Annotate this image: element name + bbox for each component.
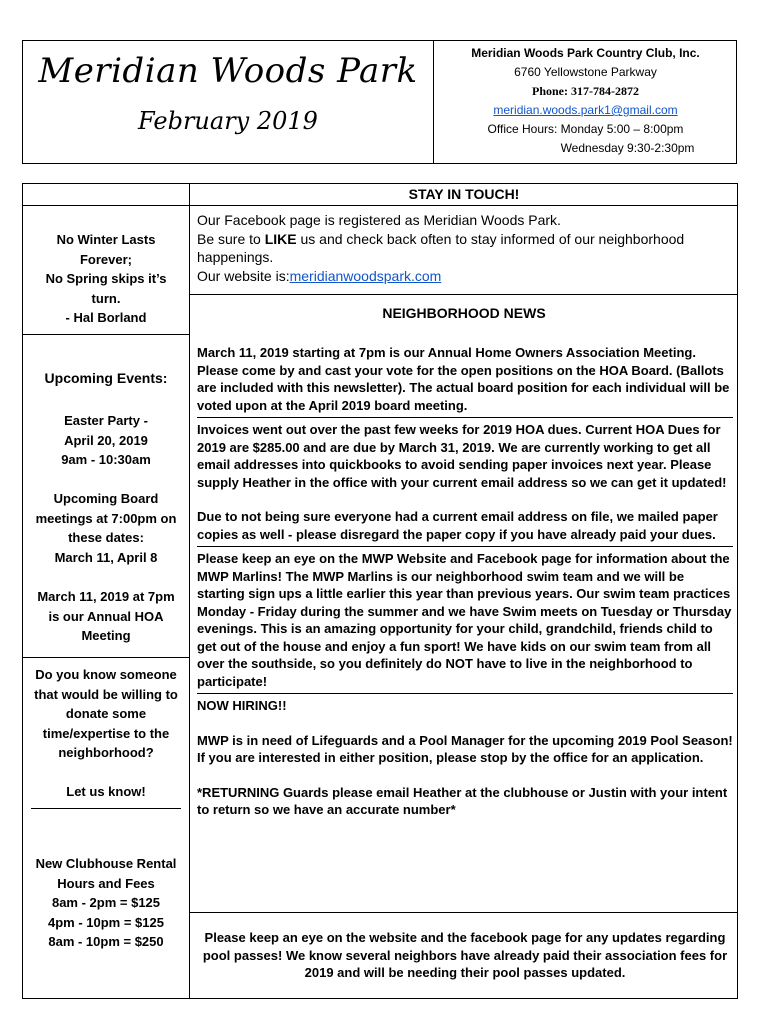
office-hours-line1: Office Hours: Monday 5:00 – 8:00pm bbox=[487, 122, 684, 136]
news-invoices: Invoices went out over the past few weeks for 2019 HOA dues. Current HOA Dues for 2019 are $285.00 and are due by March 31, 2019. We are currently working to get all email addresses into quickbooks to avoid sending paper invoices next year. Please supply Heather in the office with your current email address so we can get it updated! bbox=[197, 422, 727, 490]
donate-line: that would be willing to bbox=[34, 686, 178, 702]
neighborhood-news-body bbox=[197, 344, 733, 819]
news-hoa-meeting: March 11, 2019 starting at 7pm is our Annual Home Owners Association Meeting. Please come by and cast your vote for the open positions on the HOA Board. (Ballots are included with this newsletter). The actual board position for each individual will be voted upon at the April 2019 board meeting. bbox=[197, 345, 730, 413]
stay-in-touch-content bbox=[197, 211, 733, 285]
club-name: Meridian Woods Park Country Club, Inc. bbox=[471, 46, 700, 60]
news-lifeguards: MWP is in need of Lifeguards and a Pool Manager for the upcoming 2019 Pool Season! If you are interested in either position, please stop by the office for an application. bbox=[197, 732, 733, 765]
quote-cell-rule bbox=[23, 334, 189, 335]
donate-line: Do you know someone bbox=[35, 667, 177, 682]
event-line: Upcoming Board bbox=[53, 491, 159, 506]
pool-passes-note: Please keep an eye on the website and the facebook page for any updates regarding pool passes! We know several neighbors have already paid their association fees for 2019 and will be needing their pool passes updated. bbox=[202, 930, 728, 980]
rental-cell bbox=[23, 854, 189, 952]
club-contact-info bbox=[434, 44, 737, 158]
board-meetings-event bbox=[23, 489, 189, 567]
news-bottom-rule bbox=[189, 912, 738, 913]
like-emphasis: LIKE bbox=[264, 230, 297, 247]
event-line: Easter Party - bbox=[64, 413, 148, 428]
quote-line: No Spring skips it’s bbox=[45, 271, 167, 286]
newsletter-title: Meridian Woods Park bbox=[38, 51, 418, 91]
quote-cell bbox=[23, 230, 189, 328]
newsletter-body-table bbox=[22, 183, 738, 999]
sidebar-divider-line bbox=[31, 808, 181, 809]
title-row-rule bbox=[23, 205, 738, 206]
let-us-know bbox=[23, 782, 189, 821]
news-swim-team: Please keep an eye on the MWP Website and Facebook page for information about the MWP Marlins! The MWP Marlins is our neighborhood swim team and we will be starting sign ups a little earlier this year than previous years. Our swim team practices Monday - Friday during the summer and we have Swim meets on Tuesday or Thursday evenings. This is an amazing opportunity for your child, grandchild, friends child to get out of the house and enjoy a fun sport! We have kids on our swim team from all over the southside, so you definitely do NOT have to live in the neighborhood to participate! bbox=[197, 551, 732, 689]
event-line: April 20, 2019 bbox=[64, 432, 148, 448]
news-returning-guards: *RETURNING Guards please email Heather at the clubhouse or Justin with your intent to return so we have an accurate number* bbox=[197, 784, 728, 817]
rental-line: Hours and Fees bbox=[57, 875, 155, 891]
rental-fee: 4pm - 10pm = $125 bbox=[48, 914, 164, 930]
event-line: is our Annual HOA bbox=[48, 608, 164, 624]
news-separator bbox=[197, 417, 733, 418]
donate-cell bbox=[23, 665, 189, 763]
office-hours-line2: Wednesday 9:30-2:30pm bbox=[560, 141, 695, 155]
newsletter-date: February 2019 bbox=[138, 107, 318, 135]
rental-line: New Clubhouse Rental bbox=[35, 856, 177, 871]
news-separator bbox=[197, 546, 733, 547]
club-phone: Phone: 317-784-2872 bbox=[532, 84, 639, 98]
hoa-meeting-event bbox=[23, 587, 189, 646]
club-address: 6760 Yellowstone Parkway bbox=[514, 65, 657, 79]
quote-line: No Winter Lasts bbox=[56, 232, 156, 247]
news-separator bbox=[197, 693, 733, 694]
rental-fee: 8am - 2pm = $125 bbox=[51, 895, 161, 910]
like-line-pre: Be sure to bbox=[197, 230, 265, 247]
website-link[interactable]: meridianwoodspark.com bbox=[289, 267, 442, 284]
easter-party-event bbox=[23, 411, 189, 470]
like-line-post: us and check back often to stay informed of our neighborhood happenings. bbox=[197, 230, 685, 265]
news-hiring-title: NOW HIRING!! bbox=[197, 698, 287, 713]
donate-line: time/expertise to the bbox=[42, 725, 170, 741]
facebook-line: Our Facebook page is registered as Meridian Woods Park. bbox=[197, 212, 561, 228]
event-line: these dates: bbox=[68, 530, 144, 545]
stay-in-touch-title: STAY IN TOUCH! bbox=[408, 186, 520, 202]
events-title: Upcoming Events: bbox=[44, 370, 168, 386]
neighborhood-news-title: NEIGHBORHOOD NEWS bbox=[382, 305, 546, 321]
donate-line: neighborhood? bbox=[58, 745, 154, 760]
rental-fee: 8am - 10pm = $250 bbox=[48, 934, 164, 949]
like-line bbox=[197, 230, 733, 267]
event-line: 9am - 10:30am bbox=[61, 452, 151, 467]
quote-author: - Hal Borland bbox=[65, 310, 147, 325]
donate-line: donate some bbox=[65, 706, 147, 721]
website-line bbox=[197, 267, 733, 286]
quote-line: Forever; bbox=[79, 251, 133, 267]
newsletter-header bbox=[22, 40, 737, 164]
event-line: Meeting bbox=[81, 628, 131, 643]
news-paper-copies: Due to not being sure everyone had a current email address on file, we mailed paper copies as well - please disregard the paper copy if you have already paid your dues. bbox=[197, 509, 718, 542]
stay-in-touch-rule bbox=[189, 294, 738, 295]
let-us-know-text: Let us know! bbox=[66, 784, 146, 799]
club-email-link[interactable]: meridian.woods.park1@gmail.com bbox=[493, 103, 678, 117]
event-line: March 11, 2019 at 7pm bbox=[37, 589, 175, 604]
events-cell-rule bbox=[23, 657, 189, 658]
event-line: March 11, April 8 bbox=[54, 549, 158, 565]
quote-line: turn. bbox=[91, 290, 121, 306]
website-label: Our website is: bbox=[197, 267, 290, 284]
event-line: meetings at 7:00pm on bbox=[35, 510, 177, 526]
